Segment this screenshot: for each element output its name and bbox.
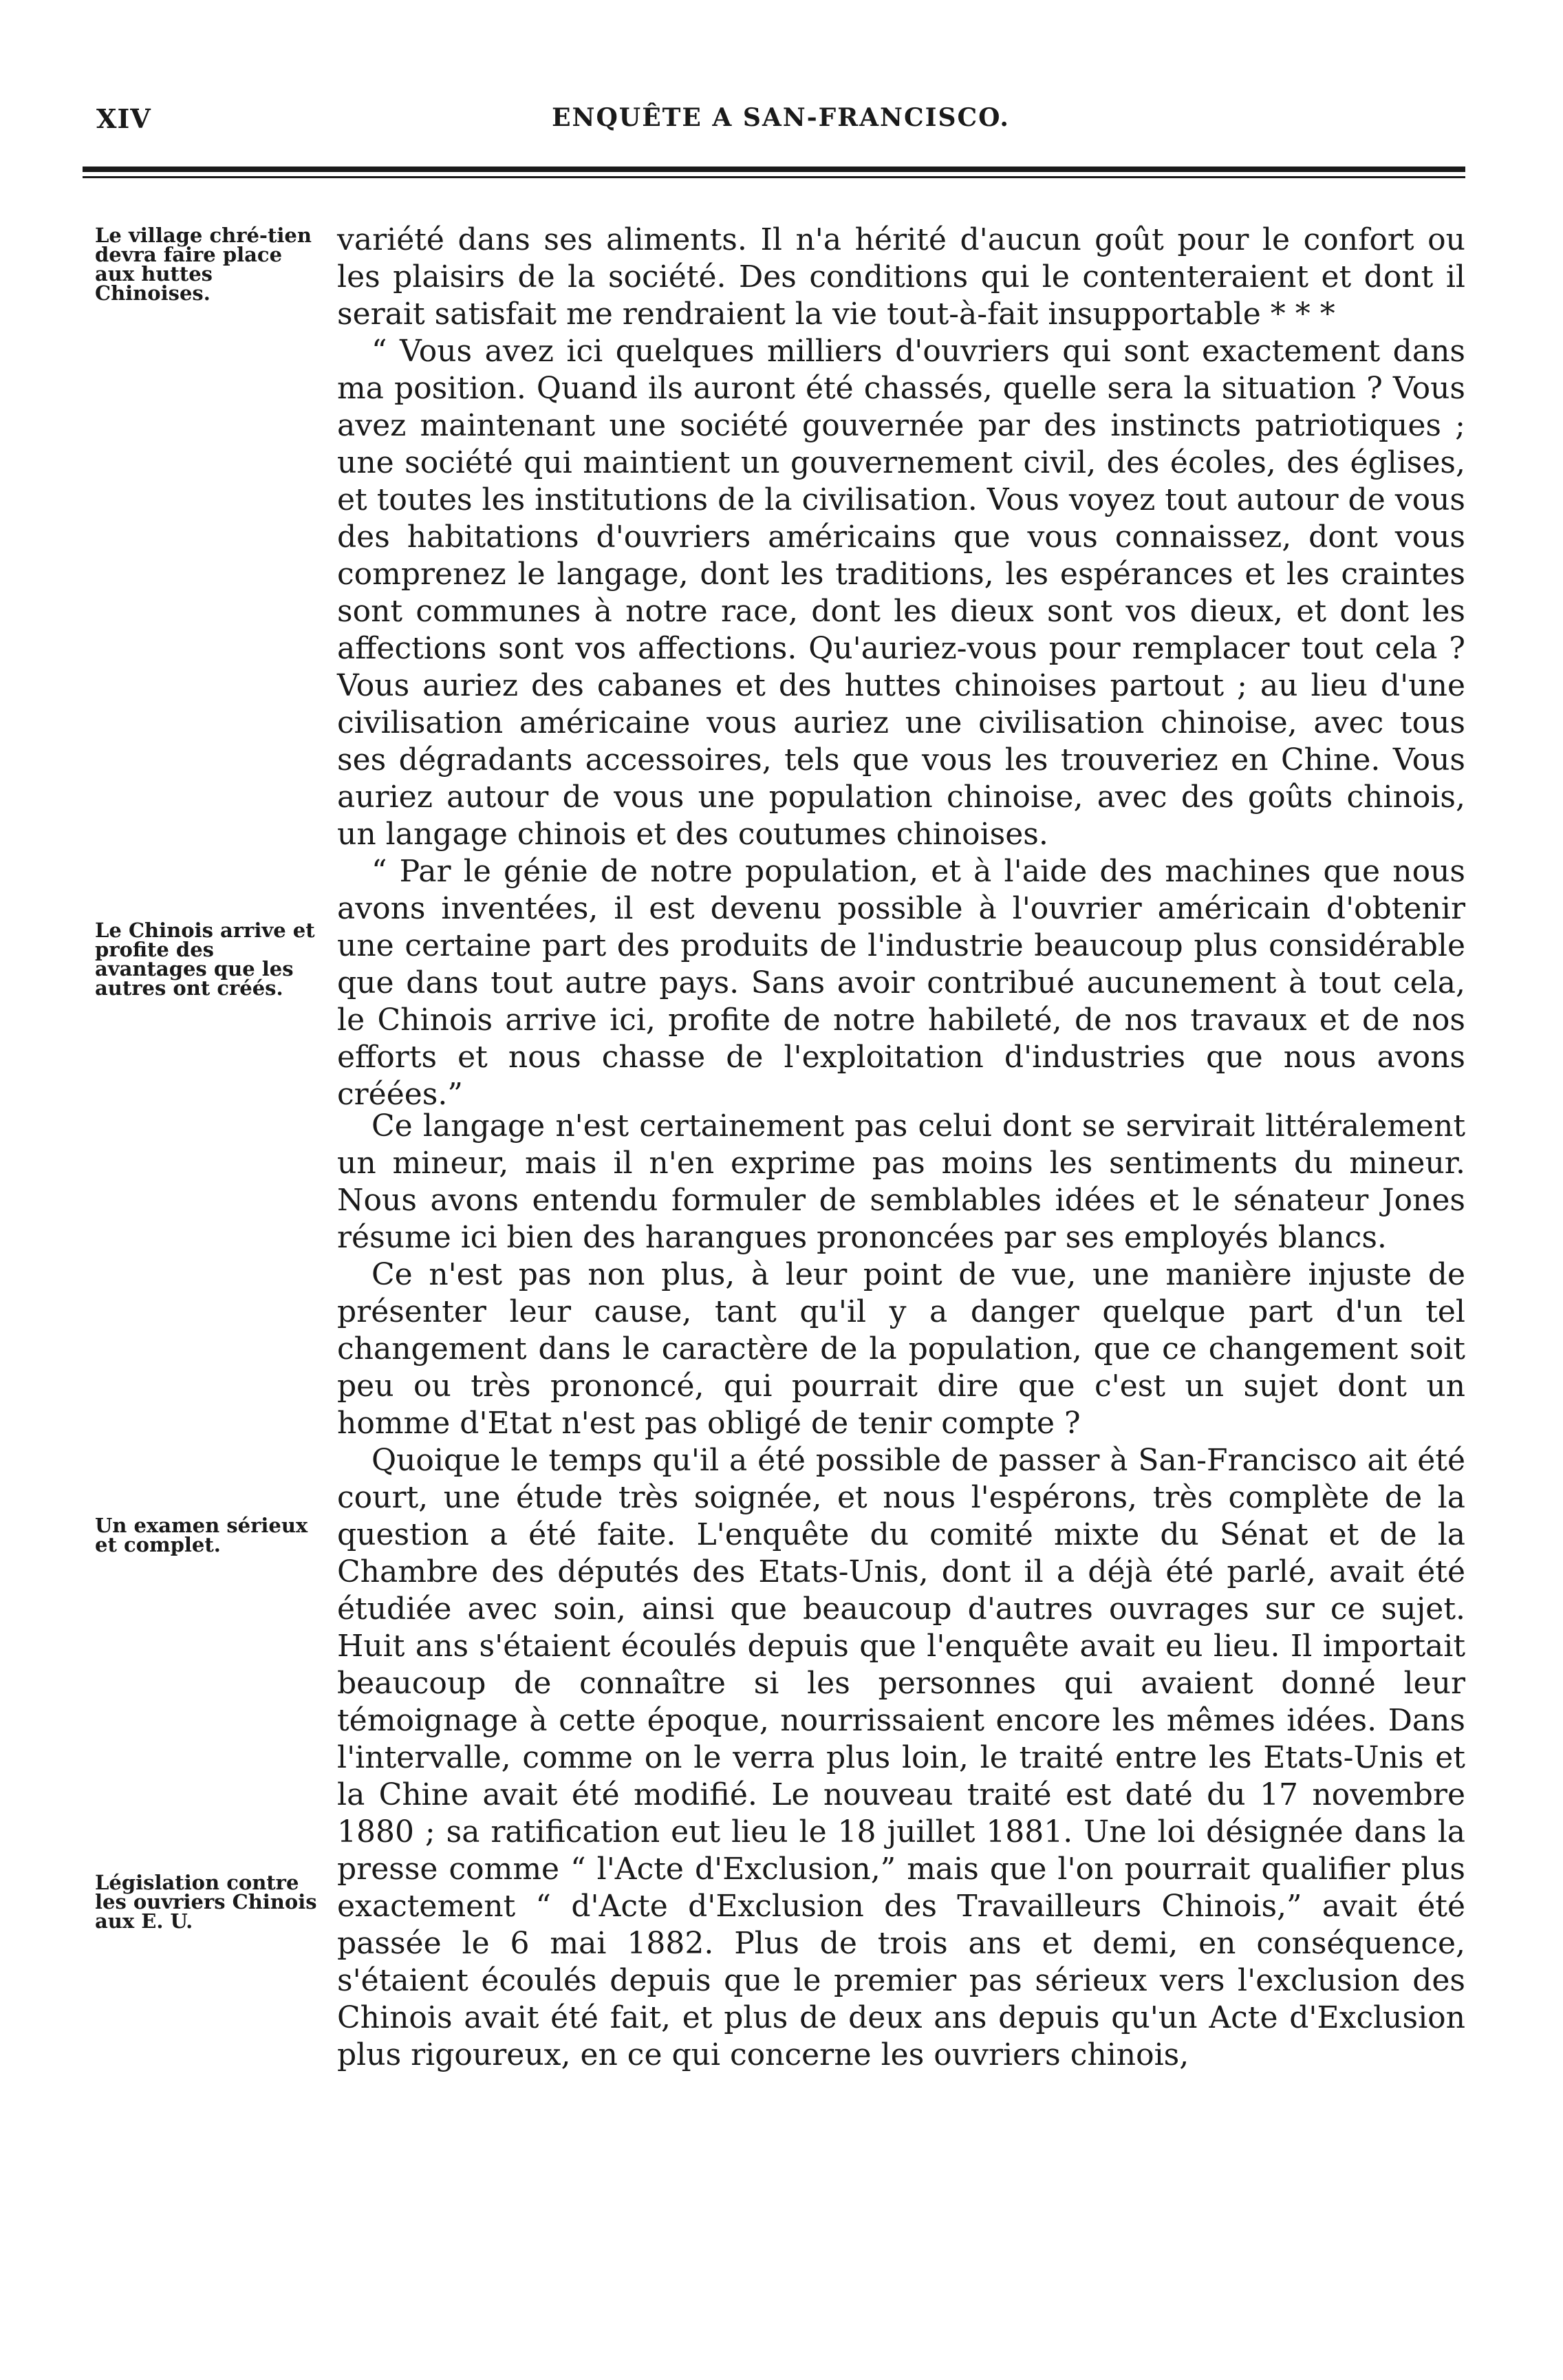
margin-note-chinois-arrive: Le Chinois arrive et profite des avantages que les autres ont créés.	[95, 919, 315, 1000]
header-rule-thin	[83, 176, 1465, 178]
page-header	[96, 103, 1465, 144]
running-title: ENQUÊTE A SAN-FRANCISCO.	[552, 103, 1010, 132]
quote-paragraph-3: “ Par le génie de notre population, et à l'aide des machines que nous avons inventées, il est devenu possible à l'ouvrier américain d'obtenir une certaine part des produits de l'industrie beaucoup plus considérable que dans tout autre pays. Sans avoir contribué aucunement à tout cela, le Chinois arrive ici, profite de notre habileté, de nos travaux et de nos efforts et nous chasse de l'exploitation d'industries que nous avons créées.”	[337, 854, 1465, 1112]
header-rule-thick	[83, 167, 1465, 172]
body-paragraph-3: Quoique le temps qu'il a été possible de passer à San-Francisco ait été court, une étude très soignée, et nous l'espérons, très complète de la question a été faite. L'enquête du comité mixte du Sénat et de la Chambre des députés des Etats-Unis, dont il a déjà été parlé, avait été étudiée avec soin, ainsi que beaucoup d'autres ouvrages sur ce sujet. Huit ans s'étaient écoulés depuis que l'enquête avait eu lieu. Il importait beaucoup de connaître si les personnes qui avaient donné leur témoignage à cette époque, nourrissaient encore les mêmes idées. Dans l'intervalle, comme on le verra plus loin, le traité entre les Etats-Unis et la Chine avait été modifié. Le nouveau traité est daté du 17 novembre 1880 ; sa ratification eut lieu le 18 juillet 1881. Une loi désignée dans la presse comme “ l'Acte d'Exclusion,” mais que l'on pourrait qualifier plus exactement “ d'Acte d'Exclusion des Travailleurs Chinois,” avait été passée le 6 mai 1882. Plus de trois ans et demi, en conséquence, s'étaient écoulés depuis que le premier pas sérieux vers l'exclusion des Chinois avait été fait, et plus de deux ans depuis qu'un Acte d'Exclusion plus rigoureux, en ce qui concerne les ouvriers chinois,	[337, 1443, 1465, 2072]
margin-note-examen: Un examen sérieux et complet.	[95, 1514, 308, 1556]
page-number: XIV	[96, 103, 151, 134]
quote-paragraph-1: variété dans ses aliments. Il n'a hérité d'aucun goût pour le confort ou les plaisirs de la société. Des conditions qui le contenteraient et dont il serait satisfait me rendraient la vie tout-à-fait insupportable * * *	[337, 222, 1465, 332]
quote-paragraph-2: “ Vous avez ici quelques milliers d'ouvriers qui sont exactement dans ma position. Quand ils auront été chassés, quelle sera la situation ? Vous avez maintenant une société gouvernée par des instincts patriotiques ; une société qui maintient un gouvernement civil, des écoles, des églises, et toutes les institutions de la civilisation. Vous voyez tout autour de vous des habitations d'ouvriers américains que vous connaissez, dont vous comprenez le langage, dont les traditions, les espérances et les craintes sont communes à notre race, dont les dieux sont vos dieux, et dont les affections sont vos affections. Qu'auriez-vous pour remplacer tout cela ? Vous auriez des cabanes et des huttes chinoises partout ; au lieu d'une civilisation américaine vous auriez une civilisation chinoise, avec tous ses dégradants accessoires, tels que vous les trouveriez en Chine. Vous auriez autour de vous une population chinoise, avec des goûts chinois, un langage chinois et des coutumes chinoises.	[337, 334, 1466, 852]
body-paragraph-1: Ce langage n'est certainement pas celui dont se servirait littéralement un mineur, mais il n'en exprime pas moins les sentiments du mineur. Nous avons entendu formuler de semblables idées et le sénateur Jones résume ici bien des harangues prononcées par ses employés blancs.	[337, 1108, 1465, 1255]
body-paragraph-2: Ce n'est pas non plus, à leur point de vue, une manière injuste de présenter leur cause, tant qu'il y a danger quelque part d'un tel changement dans le caractère de la population, que ce changement soit peu ou très prononcé, qui pourrait dire que c'est un sujet dont un homme d'Etat n'est pas obligé de tenir compte ?	[337, 1257, 1465, 1441]
margin-note-village: Le village chré-tien devra faire place aux huttes Chinoises.	[95, 224, 312, 305]
main-text	[337, 1108, 1465, 2074]
margin-note-legislation: Législation contre les ouvriers Chinois aux E. U.	[95, 1871, 317, 1933]
quoted-speech	[337, 222, 1465, 1113]
